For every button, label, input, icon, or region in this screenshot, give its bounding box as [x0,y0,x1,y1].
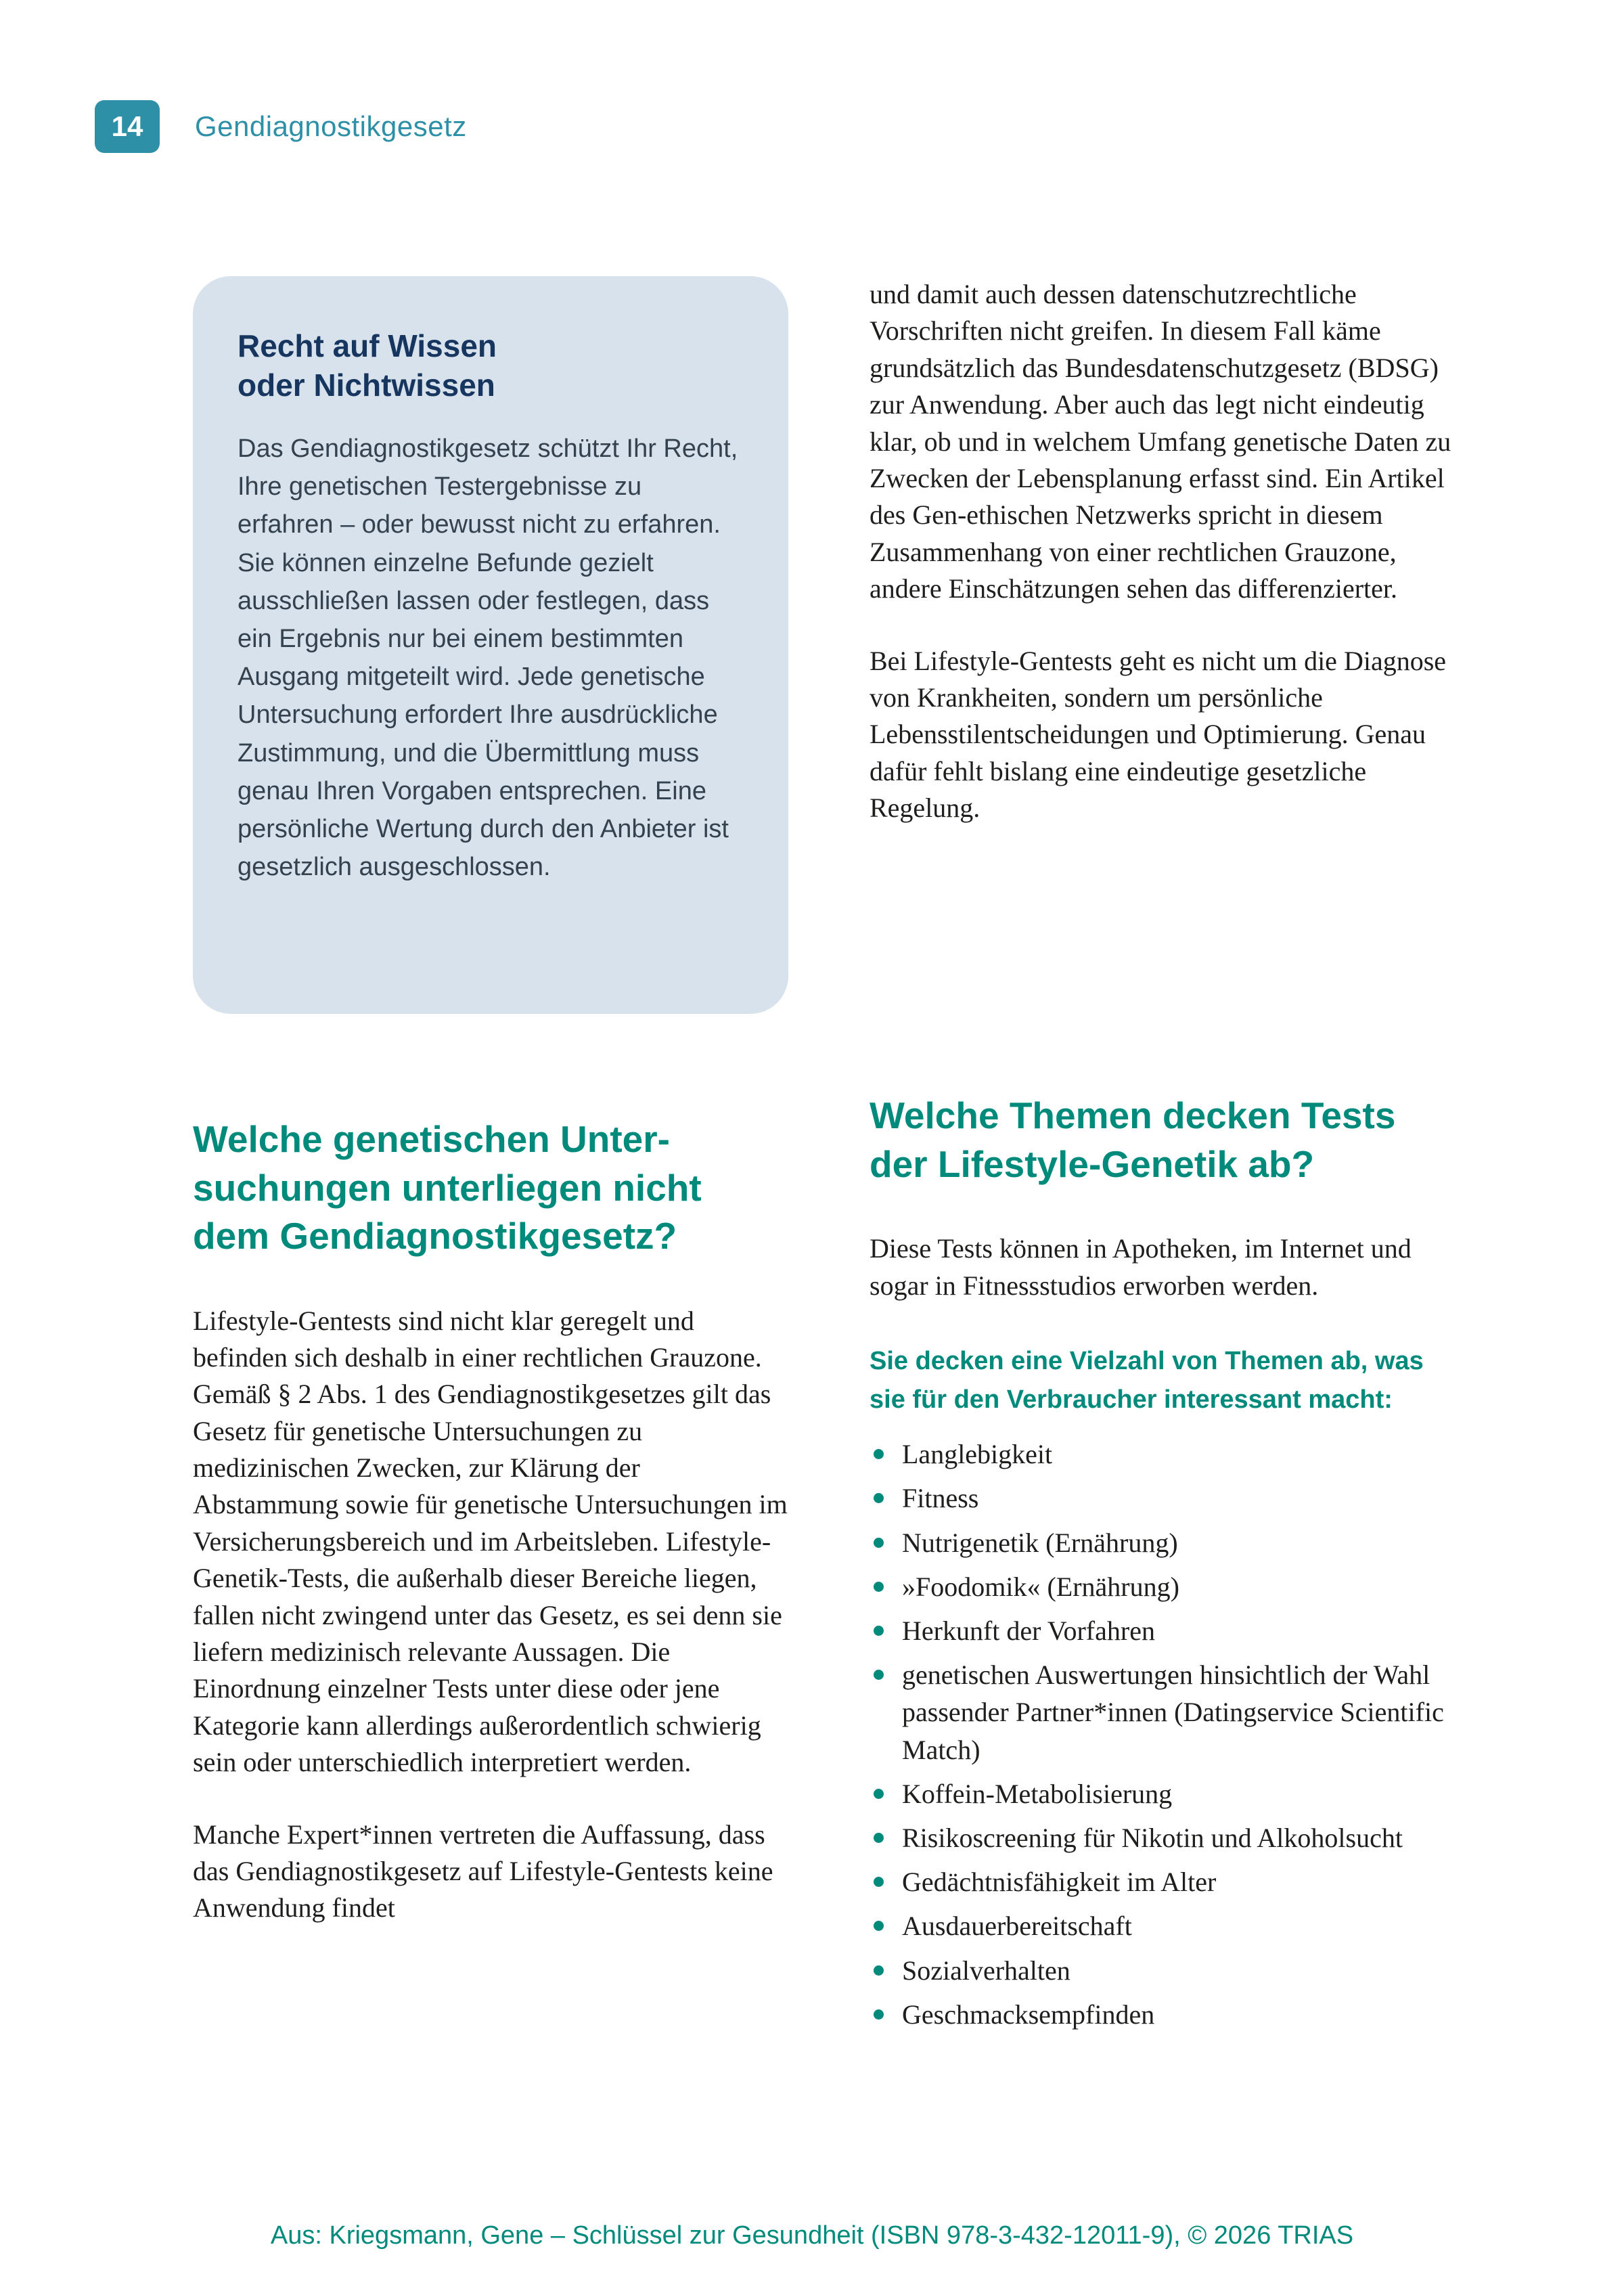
page-number-badge: 14 [95,100,160,153]
heading-line: Welche Themen decken Tests [870,1094,1396,1137]
left-section-heading [193,1115,788,1261]
right-intro-paragraph: Diese Tests können in Apotheken, im Internet und sogar in Fitnessstudios erworben werden. [870,1233,1412,1301]
page-header [95,100,467,153]
heading-line: dem Gendiagnostikgesetz? [193,1215,677,1257]
left-paragraph-1: Lifestyle-Gentests sind nicht klar geregelt und befinden sich deshalb in einer rechtlichen Grauzone. Gemäß § 2 Abs. 1 des Gendiagnostikgesetzes gilt das Gesetz für genetische Untersuchungen zu medizinischen Zwecken, zur Klärung der Abstammung sowie für genetische Untersuchungen im Versicherungsbereich und im Arbeitsleben. Lifestyle-Genetik-Tests, die außerhalb dieser Bereiche liegen, fallen nicht zwingend unter das Gesetz, es sei denn sie liefern medizinisch relevante Aussagen. Die Einordnung einzelner Tests unter diese oder jene Kategorie kann allerdings außerordentlich schwierig sein oder unterschiedlich interpretiert werden. [193,1305,788,1778]
left-column [193,276,788,2040]
list-item: »Foodomik« (Ernährung) [870,1568,1465,1605]
content-columns [193,276,1465,2040]
right-paragraph-2: Bei Lifestyle-Gentests geht es nicht um die Diagnose von Krankheiten, sondern um persönliche Lebensstilentscheidungen und Optimierung. Genau dafür fehlt bislang eine eindeutige gesetzliche Regelung. [870,645,1447,824]
info-box-body: Das Gendiagnostikgesetz schützt Ihr Recht, Ihre genetischen Testergebnisse zu erfahren – oder bewusst nicht zu erfahren. Sie können einzelne Befunde gezielt ausschließen lassen oder festlegen, dass ein Ergebnis nur bei einem bestimmten Ausgang mitgeteilt wird. Jede genetische Untersuchung erfordert Ihre ausdrückliche Zustimmung, und die Übermittlung muss genau Ihren Vorgaben entsprechen. Eine persönliche Wertung durch den Anbieter ist gesetzlich ausgeschlossen. [238,434,738,882]
list-item: Herkunft der Vorfahren [870,1612,1465,1649]
heading-line: Welche genetischen Unter- [193,1118,670,1160]
list-item: Fitness [870,1479,1465,1517]
list-item: Nutrigenetik (Ernährung) [870,1524,1465,1561]
info-box-title-line: oder Nichtwissen [238,368,495,403]
list-item: Risikoscreening für Nikotin und Alkoholsucht [870,1819,1465,1856]
topics-bullet-list [870,1435,1465,2033]
list-item: Sozialverhalten [870,1952,1465,1989]
right-paragraph-1: und damit auch dessen datenschutzrechtliche Vorschriften nicht greifen. In diesem Fall käme grundsätzlich das Bundesdatenschutzgesetz (BDSG) zur Anwendung. Aber auch das legt nicht eindeutig klar, ob und in welchem Umfang genetische Daten zu Zwecken der Lebensplanung erfasst sind. Ein Artikel des Gen-ethischen Netzwerks spricht in diesem Zusammenhang von einer rechtlichen Grauzone, andere Einschätzungen sehen das differenzierter. [870,279,1451,604]
list-item: Geschmacksempfinden [870,1996,1465,2033]
info-box-title-line: Recht auf Wissen [238,328,497,363]
list-item: Koffein-Metabolisierung [870,1775,1465,1812]
heading-line: der Lifestyle-Genetik ab? [870,1142,1315,1185]
right-section-heading [870,1092,1465,1188]
info-box-title [238,326,744,405]
list-item: genetischen Auswertungen hinsichtlich der Wahl passender Partner*innen (Datingservice Scientific Match) [870,1656,1465,1768]
list-item: Gedächtnisfähigkeit im Alter [870,1863,1465,1900]
footer-credit: Aus: Kriegsmann, Gene – Schlüssel zur Gesundheit (ISBN 978-3-432-12011-9), © 2026 TRIAS [270,2221,1354,2250]
right-column [870,276,1465,2040]
info-box [193,276,788,1014]
topics-subheading: Sie decken eine Vielzahl von Themen ab, was sie für den Verbraucher interessant macht: [870,1347,1424,1415]
list-item: Langlebigkeit [870,1435,1465,1473]
heading-line: suchungen unterliegen nicht [193,1166,702,1209]
list-item: Ausdauerbereitschaft [870,1907,1465,1944]
chapter-title: Gendiagnostikgesetz [195,110,467,142]
left-paragraph-2: Manche Expert*innen vertreten die Auffassung, dass das Gendiagnostikgesetz auf Lifestyle-Gentests keine Anwendung findet [193,1819,773,1923]
